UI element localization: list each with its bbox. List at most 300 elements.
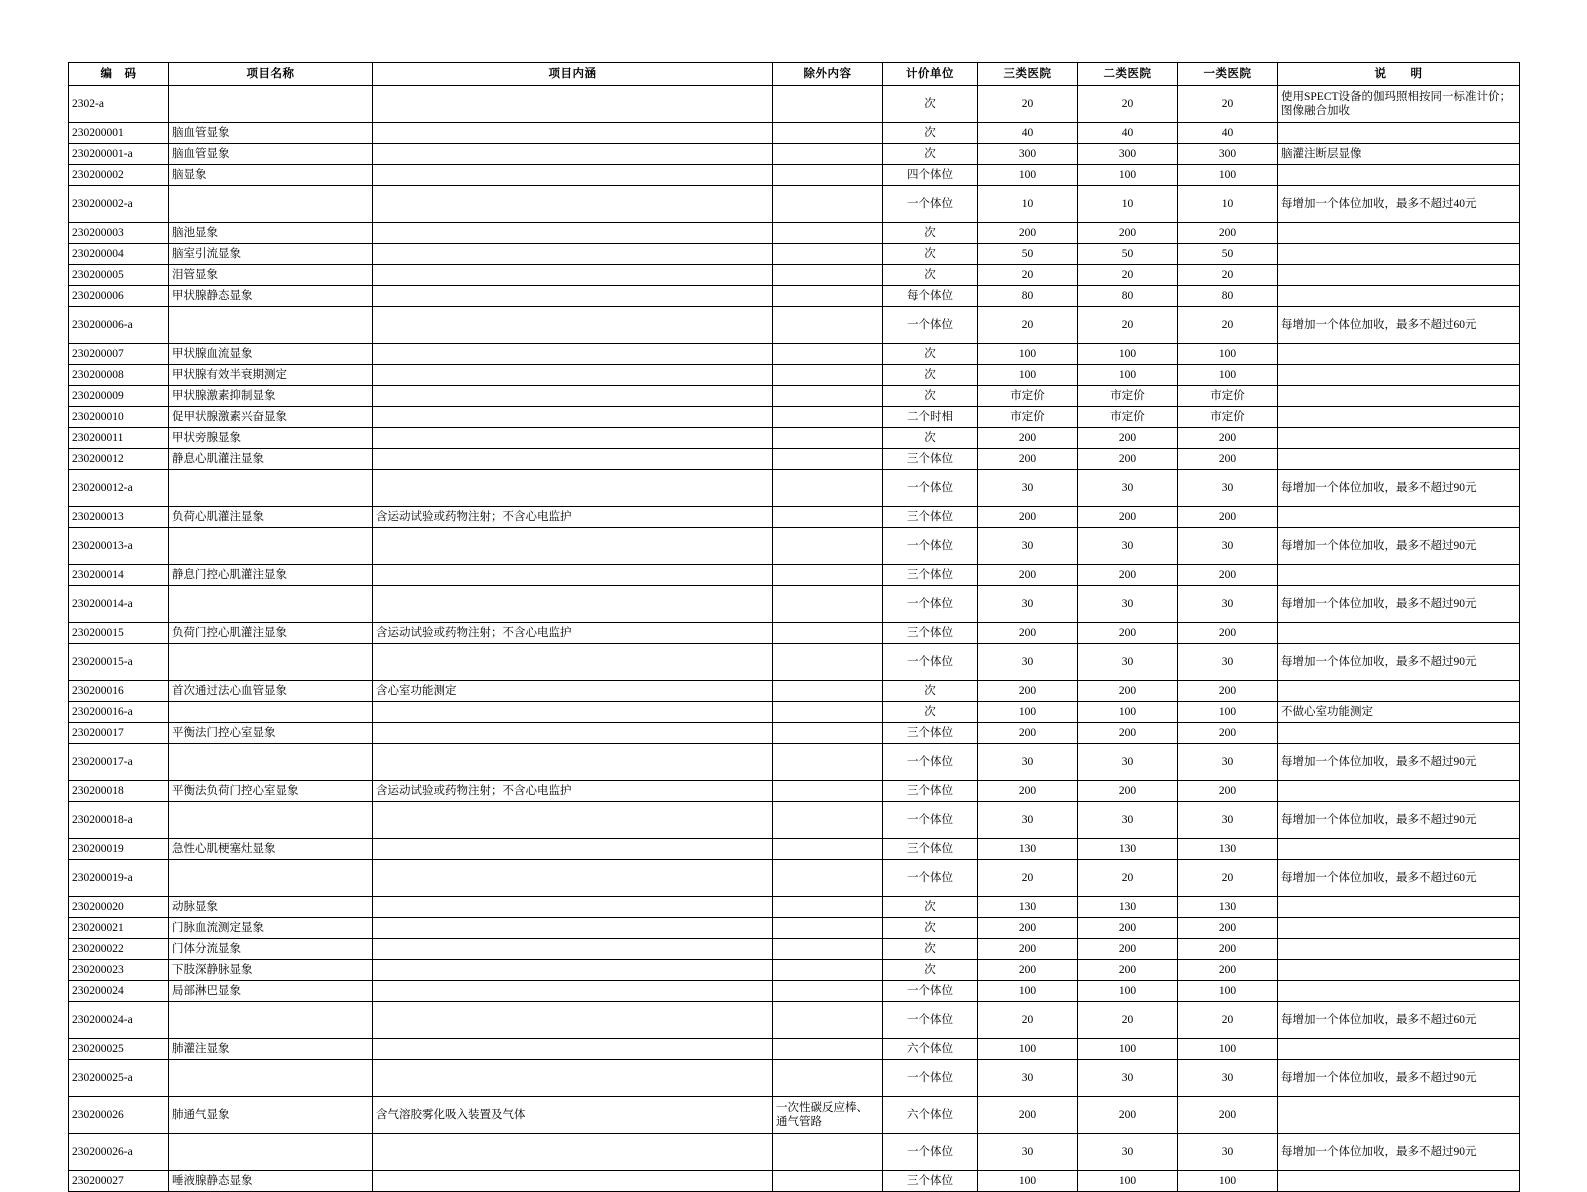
cell-connotation [373, 407, 773, 428]
cell-name [169, 860, 373, 897]
cell-price-level2: 30 [1078, 802, 1178, 839]
table-row [69, 286, 1520, 307]
cell-price-level2: 20 [1078, 307, 1178, 344]
cell-price-level1: 200 [1178, 565, 1278, 586]
cell-code: 230200018 [69, 781, 169, 802]
cell-code: 230200012 [69, 449, 169, 470]
cell-connotation [373, 470, 773, 507]
cell-price-level3: 100 [978, 344, 1078, 365]
cell-exclusion [773, 470, 883, 507]
cell-exclusion [773, 365, 883, 386]
cell-price-level2: 80 [1078, 286, 1178, 307]
cell-name: 脑血管显象 [169, 123, 373, 144]
cell-price-level3: 100 [978, 365, 1078, 386]
cell-unit: 次 [883, 144, 978, 165]
cell-name: 甲状腺有效半衰期测定 [169, 365, 373, 386]
cell-price-level1: 130 [1178, 897, 1278, 918]
table-row [69, 1134, 1520, 1171]
cell-unit: 次 [883, 223, 978, 244]
cell-price-level3: 20 [978, 265, 1078, 286]
cell-price-level2: 130 [1078, 897, 1178, 918]
cell-name: 负荷心肌灌注显象 [169, 507, 373, 528]
cell-name: 负荷门控心肌灌注显象 [169, 623, 373, 644]
cell-note [1278, 428, 1520, 449]
table-row [69, 702, 1520, 723]
cell-connotation [373, 1171, 773, 1192]
table-row [69, 981, 1520, 1002]
table-row [69, 1039, 1520, 1060]
cell-exclusion: 一次性碳反应棒、通气管路 [773, 1097, 883, 1134]
cell-price-level3: 30 [978, 744, 1078, 781]
cell-code: 230200005 [69, 265, 169, 286]
cell-price-level2: 200 [1078, 723, 1178, 744]
cell-price-level1: 200 [1178, 449, 1278, 470]
cell-price-level3: 30 [978, 528, 1078, 565]
cell-unit: 次 [883, 265, 978, 286]
cell-name [169, 802, 373, 839]
cell-note: 脑灌注断层显像 [1278, 144, 1520, 165]
cell-connotation [373, 1134, 773, 1171]
cell-code: 230200015 [69, 623, 169, 644]
cell-code: 230200001 [69, 123, 169, 144]
cell-unit: 次 [883, 918, 978, 939]
cell-exclusion [773, 1002, 883, 1039]
cell-name: 动脉显象 [169, 897, 373, 918]
cell-unit: 每个体位 [883, 286, 978, 307]
cell-note [1278, 344, 1520, 365]
cell-code: 230200013 [69, 507, 169, 528]
cell-note [1278, 939, 1520, 960]
table-row [69, 449, 1520, 470]
cell-code: 230200018-a [69, 802, 169, 839]
cell-unit: 一个体位 [883, 186, 978, 223]
table-row [69, 265, 1520, 286]
cell-code: 230200022 [69, 939, 169, 960]
cell-price-level2: 30 [1078, 744, 1178, 781]
cell-unit: 一个体位 [883, 744, 978, 781]
cell-code: 230200017 [69, 723, 169, 744]
cell-exclusion [773, 223, 883, 244]
cell-note: 每增加一个体位加收，最多不超过60元 [1278, 860, 1520, 897]
cell-price-level2: 20 [1078, 1002, 1178, 1039]
table-row [69, 165, 1520, 186]
cell-code: 230200006 [69, 286, 169, 307]
cell-code: 230200001-a [69, 144, 169, 165]
cell-name: 平衡法门控心室显象 [169, 723, 373, 744]
cell-unit: 一个体位 [883, 802, 978, 839]
table-row [69, 365, 1520, 386]
cell-price-level3: 200 [978, 223, 1078, 244]
cell-unit: 三个体位 [883, 449, 978, 470]
cell-price-level3: 市定价 [978, 386, 1078, 407]
cell-exclusion [773, 702, 883, 723]
cell-note [1278, 286, 1520, 307]
cell-price-level1: 200 [1178, 1097, 1278, 1134]
cell-note: 每增加一个体位加收，最多不超过90元 [1278, 1060, 1520, 1097]
cell-exclusion [773, 123, 883, 144]
cell-connotation [373, 123, 773, 144]
cell-price-level2: 200 [1078, 939, 1178, 960]
cell-connotation [373, 1060, 773, 1097]
cell-name [169, 586, 373, 623]
cell-price-level1: 200 [1178, 681, 1278, 702]
cell-price-level1: 20 [1178, 307, 1278, 344]
cell-unit: 三个体位 [883, 781, 978, 802]
cell-code: 230200002-a [69, 186, 169, 223]
cell-price-level3: 100 [978, 1171, 1078, 1192]
cell-price-level2: 200 [1078, 960, 1178, 981]
cell-unit: 一个体位 [883, 470, 978, 507]
cell-price-level3: 20 [978, 86, 1078, 123]
cell-note: 每增加一个体位加收，最多不超过40元 [1278, 186, 1520, 223]
cell-code: 230200019-a [69, 860, 169, 897]
cell-price-level3: 30 [978, 1134, 1078, 1171]
cell-code: 230200015-a [69, 644, 169, 681]
cell-note [1278, 386, 1520, 407]
cell-unit: 一个体位 [883, 1002, 978, 1039]
cell-note: 不做心室功能测定 [1278, 702, 1520, 723]
cell-connotation [373, 244, 773, 265]
cell-name: 下肢深静脉显象 [169, 960, 373, 981]
cell-exclusion [773, 1134, 883, 1171]
cell-name [169, 186, 373, 223]
header-unit: 计价单位 [883, 63, 978, 86]
cell-price-level2: 200 [1078, 449, 1178, 470]
cell-price-level3: 200 [978, 723, 1078, 744]
cell-price-level1: 市定价 [1178, 386, 1278, 407]
cell-note: 每增加一个体位加收，最多不超过90元 [1278, 644, 1520, 681]
cell-price-level3: 100 [978, 702, 1078, 723]
cell-unit: 次 [883, 681, 978, 702]
cell-price-level2: 130 [1078, 839, 1178, 860]
cell-price-level2: 30 [1078, 644, 1178, 681]
cell-note [1278, 365, 1520, 386]
cell-price-level2: 20 [1078, 86, 1178, 123]
table-row [69, 186, 1520, 223]
cell-unit: 一个体位 [883, 981, 978, 1002]
cell-code: 230200024-a [69, 1002, 169, 1039]
cell-connotation [373, 860, 773, 897]
cell-price-level1: 100 [1178, 702, 1278, 723]
cell-price-level3: 市定价 [978, 407, 1078, 428]
cell-unit: 三个体位 [883, 839, 978, 860]
cell-price-level1: 300 [1178, 144, 1278, 165]
cell-code: 230200025-a [69, 1060, 169, 1097]
cell-price-level2: 100 [1078, 702, 1178, 723]
cell-note [1278, 165, 1520, 186]
cell-price-level3: 40 [978, 123, 1078, 144]
header-row [69, 63, 1520, 86]
cell-price-level3: 200 [978, 960, 1078, 981]
cell-note [1278, 449, 1520, 470]
cell-exclusion [773, 781, 883, 802]
cell-note: 每增加一个体位加收，最多不超过90元 [1278, 586, 1520, 623]
table-row [69, 244, 1520, 265]
cell-price-level3: 30 [978, 644, 1078, 681]
cell-connotation: 含运动试验或药物注射；不含心电监护 [373, 781, 773, 802]
cell-exclusion [773, 681, 883, 702]
cell-connotation [373, 365, 773, 386]
cell-code: 230200019 [69, 839, 169, 860]
cell-price-level3: 200 [978, 781, 1078, 802]
cell-exclusion [773, 144, 883, 165]
cell-price-level3: 10 [978, 186, 1078, 223]
table-header [69, 63, 1520, 86]
cell-name: 甲状腺血流显象 [169, 344, 373, 365]
cell-code: 230200008 [69, 365, 169, 386]
cell-price-level1: 30 [1178, 528, 1278, 565]
table-row [69, 781, 1520, 802]
cell-code: 230200027 [69, 1171, 169, 1192]
cell-name: 肺通气显象 [169, 1097, 373, 1134]
cell-unit: 次 [883, 386, 978, 407]
table-row [69, 897, 1520, 918]
cell-price-level1: 30 [1178, 644, 1278, 681]
cell-note: 每增加一个体位加收，最多不超过90元 [1278, 470, 1520, 507]
cell-connotation [373, 528, 773, 565]
cell-note [1278, 960, 1520, 981]
cell-connotation: 含运动试验或药物注射；不含心电监护 [373, 507, 773, 528]
cell-code: 230200006-a [69, 307, 169, 344]
cell-price-level2: 200 [1078, 223, 1178, 244]
cell-note [1278, 839, 1520, 860]
cell-price-level3: 130 [978, 897, 1078, 918]
cell-unit: 三个体位 [883, 507, 978, 528]
cell-connotation [373, 723, 773, 744]
cell-note: 每增加一个体位加收，最多不超过90元 [1278, 1134, 1520, 1171]
cell-exclusion [773, 86, 883, 123]
cell-price-level3: 200 [978, 681, 1078, 702]
table-row [69, 960, 1520, 981]
table-row [69, 528, 1520, 565]
cell-price-level2: 100 [1078, 344, 1178, 365]
header-code: 编 码 [69, 63, 169, 86]
cell-name [169, 86, 373, 123]
cell-price-level1: 100 [1178, 1039, 1278, 1060]
cell-unit: 次 [883, 365, 978, 386]
cell-code: 230200014 [69, 565, 169, 586]
cell-price-level3: 20 [978, 307, 1078, 344]
cell-code: 230200014-a [69, 586, 169, 623]
cell-exclusion [773, 981, 883, 1002]
table-row [69, 223, 1520, 244]
cell-price-level1: 30 [1178, 744, 1278, 781]
cell-connotation [373, 939, 773, 960]
cell-unit: 次 [883, 123, 978, 144]
cell-note [1278, 265, 1520, 286]
cell-price-level1: 20 [1178, 860, 1278, 897]
cell-exclusion [773, 623, 883, 644]
cell-name: 静息门控心肌灌注显象 [169, 565, 373, 586]
header-connotation: 项目内涵 [373, 63, 773, 86]
cell-exclusion [773, 386, 883, 407]
cell-exclusion [773, 286, 883, 307]
table-row [69, 507, 1520, 528]
cell-price-level2: 200 [1078, 623, 1178, 644]
cell-price-level3: 200 [978, 918, 1078, 939]
cell-connotation [373, 981, 773, 1002]
cell-price-level2: 100 [1078, 981, 1178, 1002]
cell-connotation [373, 428, 773, 449]
cell-code: 230200012-a [69, 470, 169, 507]
cell-price-level2: 200 [1078, 507, 1178, 528]
cell-exclusion [773, 939, 883, 960]
cell-exclusion [773, 428, 883, 449]
cell-unit: 三个体位 [883, 1171, 978, 1192]
cell-unit: 次 [883, 344, 978, 365]
cell-name: 静息心肌灌注显象 [169, 449, 373, 470]
cell-connotation [373, 165, 773, 186]
table-row [69, 428, 1520, 449]
cell-price-level3: 200 [978, 449, 1078, 470]
header-price-level3: 三类医院 [978, 63, 1078, 86]
cell-code: 230200020 [69, 897, 169, 918]
cell-note [1278, 565, 1520, 586]
cell-code: 230200016-a [69, 702, 169, 723]
cell-note [1278, 897, 1520, 918]
cell-price-level1: 10 [1178, 186, 1278, 223]
cell-unit: 一个体位 [883, 1060, 978, 1097]
cell-connotation [373, 449, 773, 470]
header-name: 项目名称 [169, 63, 373, 86]
cell-price-level1: 100 [1178, 981, 1278, 1002]
cell-price-level3: 200 [978, 507, 1078, 528]
cell-code: 2302-a [69, 86, 169, 123]
table-row [69, 565, 1520, 586]
cell-price-level3: 200 [978, 1097, 1078, 1134]
cell-price-level2: 200 [1078, 681, 1178, 702]
cell-price-level3: 50 [978, 244, 1078, 265]
cell-exclusion [773, 723, 883, 744]
cell-price-level1: 30 [1178, 470, 1278, 507]
cell-price-level2: 100 [1078, 1171, 1178, 1192]
cell-name [169, 644, 373, 681]
cell-connotation [373, 802, 773, 839]
cell-price-level1: 200 [1178, 781, 1278, 802]
cell-price-level2: 50 [1078, 244, 1178, 265]
cell-exclusion [773, 265, 883, 286]
cell-connotation: 含运动试验或药物注射；不含心电监护 [373, 623, 773, 644]
cell-price-level1: 200 [1178, 939, 1278, 960]
medical-price-table [68, 62, 1520, 1192]
cell-connotation [373, 839, 773, 860]
table-row [69, 144, 1520, 165]
cell-name: 脑室引流显象 [169, 244, 373, 265]
cell-price-level1: 30 [1178, 1060, 1278, 1097]
cell-name [169, 528, 373, 565]
cell-price-level1: 50 [1178, 244, 1278, 265]
cell-price-level2: 20 [1078, 265, 1178, 286]
cell-price-level1: 30 [1178, 586, 1278, 623]
cell-name: 首次通过法心血管显象 [169, 681, 373, 702]
header-exclusion: 除外内容 [773, 63, 883, 86]
cell-price-level2: 30 [1078, 1060, 1178, 1097]
cell-name [169, 1134, 373, 1171]
table-row [69, 344, 1520, 365]
cell-price-level1: 20 [1178, 265, 1278, 286]
cell-price-level3: 30 [978, 802, 1078, 839]
cell-name: 甲状腺激素抑制显象 [169, 386, 373, 407]
cell-price-level3: 80 [978, 286, 1078, 307]
cell-name: 甲状旁腺显象 [169, 428, 373, 449]
cell-connotation [373, 265, 773, 286]
cell-note [1278, 244, 1520, 265]
cell-connotation [373, 307, 773, 344]
cell-price-level1: 30 [1178, 1134, 1278, 1171]
cell-exclusion [773, 839, 883, 860]
cell-price-level1: 100 [1178, 1171, 1278, 1192]
cell-connotation [373, 586, 773, 623]
cell-connotation [373, 86, 773, 123]
cell-price-level1: 100 [1178, 365, 1278, 386]
cell-price-level2: 30 [1078, 586, 1178, 623]
cell-unit: 六个体位 [883, 1039, 978, 1060]
cell-price-level2: 10 [1078, 186, 1178, 223]
cell-price-level3: 200 [978, 623, 1078, 644]
cell-unit: 六个体位 [883, 1097, 978, 1134]
cell-code: 230200016 [69, 681, 169, 702]
cell-name [169, 1002, 373, 1039]
cell-price-level2: 200 [1078, 781, 1178, 802]
header-note: 说 明 [1278, 63, 1520, 86]
cell-connotation [373, 144, 773, 165]
cell-code: 230200025 [69, 1039, 169, 1060]
cell-connotation [373, 960, 773, 981]
cell-connotation [373, 565, 773, 586]
cell-exclusion [773, 1039, 883, 1060]
cell-connotation [373, 186, 773, 223]
cell-exclusion [773, 744, 883, 781]
cell-price-level1: 200 [1178, 428, 1278, 449]
cell-note [1278, 1039, 1520, 1060]
cell-connotation [373, 286, 773, 307]
cell-price-level1: 100 [1178, 165, 1278, 186]
cell-code: 230200011 [69, 428, 169, 449]
cell-exclusion [773, 644, 883, 681]
cell-connotation [373, 1002, 773, 1039]
cell-exclusion [773, 960, 883, 981]
table-row [69, 623, 1520, 644]
cell-price-level3: 30 [978, 586, 1078, 623]
cell-price-level2: 30 [1078, 528, 1178, 565]
cell-note: 每增加一个体位加收，最多不超过90元 [1278, 528, 1520, 565]
cell-exclusion [773, 1171, 883, 1192]
cell-unit: 次 [883, 244, 978, 265]
cell-exclusion [773, 449, 883, 470]
cell-note [1278, 507, 1520, 528]
cell-name [169, 702, 373, 723]
cell-price-level3: 30 [978, 1060, 1078, 1097]
cell-name [169, 744, 373, 781]
cell-note: 每增加一个体位加收，最多不超过60元 [1278, 307, 1520, 344]
cell-code: 230200021 [69, 918, 169, 939]
cell-code: 230200002 [69, 165, 169, 186]
cell-price-level3: 20 [978, 1002, 1078, 1039]
header-price-level1: 一类医院 [1178, 63, 1278, 86]
table-row [69, 1097, 1520, 1134]
cell-price-level3: 20 [978, 860, 1078, 897]
table-row [69, 307, 1520, 344]
cell-price-level3: 130 [978, 839, 1078, 860]
cell-note: 每增加一个体位加收，最多不超过90元 [1278, 744, 1520, 781]
cell-note [1278, 223, 1520, 244]
cell-name: 脑显象 [169, 165, 373, 186]
cell-name: 唾液腺静态显象 [169, 1171, 373, 1192]
cell-price-level2: 市定价 [1078, 407, 1178, 428]
cell-exclusion [773, 507, 883, 528]
cell-exclusion [773, 565, 883, 586]
cell-price-level1: 200 [1178, 960, 1278, 981]
